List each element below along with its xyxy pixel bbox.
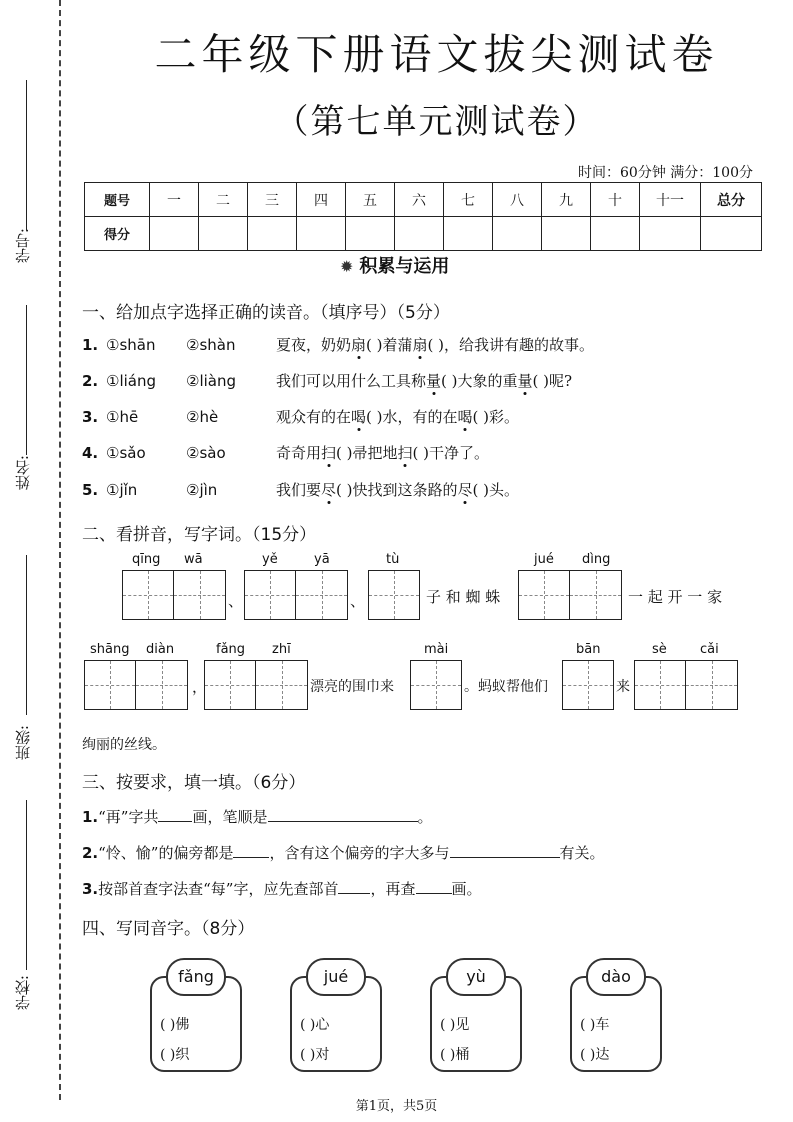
- punct: 、: [228, 592, 244, 610]
- q1-title: 一、给加点字选择正确的读音。（填序号）（5分）: [82, 303, 450, 323]
- q2-text: 子 和 蜘 蛛: [426, 588, 501, 606]
- score-table-header-row: [85, 183, 762, 217]
- q2-text: 一 起 开 一 家: [628, 588, 723, 606]
- q1-option-2: ②hè: [186, 408, 219, 426]
- score-cell[interactable]: [395, 217, 444, 251]
- writing-grid-yeya[interactable]: [244, 570, 348, 620]
- score-col: 二: [199, 183, 248, 217]
- homophone-word: 见: [455, 1017, 470, 1033]
- q3-item-num: 3.: [82, 880, 99, 898]
- binding-rule-2: [26, 305, 27, 455]
- q1-text: 观众有的在: [276, 408, 352, 426]
- homophone-pinyin: dào: [586, 958, 646, 996]
- q3-text: 画。: [451, 880, 482, 898]
- student-id-label: 学号:: [14, 228, 32, 264]
- paren-blank[interactable]: ( ): [440, 1047, 456, 1063]
- writing-grid-tu[interactable]: [368, 570, 420, 620]
- homophone-line[interactable]: [580, 1044, 609, 1064]
- homophone-pinyin: fǎng: [166, 958, 226, 996]
- score-col: 七: [444, 183, 493, 217]
- q3-item-num: 1.: [82, 808, 99, 826]
- score-cell[interactable]: [640, 217, 701, 251]
- q1-sentence: [276, 333, 594, 357]
- pinyin: qīng: [132, 552, 161, 567]
- homophone-word: 佛: [175, 1017, 190, 1033]
- score-cell[interactable]: [493, 217, 542, 251]
- q1-item: [82, 333, 595, 357]
- writing-grid-ban[interactable]: [562, 660, 614, 710]
- page-footer: 第1页，共5页: [355, 1099, 438, 1114]
- q1-dotted-char: 喝: [351, 408, 367, 426]
- pinyin: dìng: [582, 552, 611, 567]
- score-cell[interactable]: [346, 217, 395, 251]
- paren-blank[interactable]: ( ): [580, 1017, 596, 1033]
- student-name-label: 姓名:: [14, 455, 32, 491]
- q1-option-1: ①liáng: [106, 372, 157, 390]
- paren-blank[interactable]: ( ): [160, 1047, 176, 1063]
- q1-text: 夏夜，奶奶: [276, 336, 352, 354]
- homophone-word: 对: [315, 1047, 330, 1063]
- score-col-total: 总分: [701, 183, 762, 217]
- q1-dotted-char: 扇: [351, 336, 367, 354]
- q1-option-1: ①hē: [106, 408, 139, 426]
- q1-option-1: ①shān: [106, 336, 156, 354]
- binding-dashed-line: [59, 0, 61, 1100]
- pinyin: fǎng: [216, 642, 246, 657]
- q1-dotted-char: 扫: [397, 444, 413, 462]
- q1-blank-text[interactable]: ( )干净了。: [412, 444, 490, 462]
- answer-blank[interactable]: [233, 857, 269, 858]
- paren-blank[interactable]: ( ): [160, 1017, 176, 1033]
- score-col: 四: [297, 183, 346, 217]
- q1-option-1: ①jǐn: [106, 481, 138, 499]
- q1-item-num: 2.: [82, 372, 99, 390]
- answer-blank[interactable]: [158, 821, 192, 822]
- answer-blank[interactable]: [416, 893, 452, 894]
- q3-title: 三、按要求，填一填。（6分）: [82, 773, 306, 793]
- answer-blank[interactable]: [338, 893, 370, 894]
- homophone-line[interactable]: [160, 1044, 189, 1064]
- score-cell[interactable]: [444, 217, 493, 251]
- q1-blank-text[interactable]: ( )头。: [472, 481, 520, 499]
- q1-text: 我们可以用什么工具称: [276, 372, 427, 390]
- writing-grid-qingwa[interactable]: [122, 570, 226, 620]
- q1-blank-text[interactable]: ( )，给我讲有趣的故事。: [427, 336, 595, 354]
- homophone-box: [290, 967, 382, 1072]
- homophone-line[interactable]: [440, 1044, 469, 1064]
- score-table-row-label: 题号: [85, 183, 150, 217]
- score-cell[interactable]: [199, 217, 248, 251]
- q3-text: ，含有这个偏旁的字大多与: [269, 844, 450, 862]
- q2-title: 二、看拼音，写字词。（15分）: [82, 525, 317, 545]
- score-col: 三: [248, 183, 297, 217]
- homophone-word: 心: [315, 1017, 330, 1033]
- homophone-word: 桶: [455, 1047, 470, 1063]
- q3-item-num: 2.: [82, 844, 99, 862]
- q3-text: ，再查: [370, 880, 416, 898]
- score-cell[interactable]: [297, 217, 346, 251]
- homophone-word: 达: [595, 1047, 610, 1063]
- star-icon: ✹: [340, 257, 354, 276]
- pinyin: shāng: [90, 642, 130, 657]
- q1-option-1: ①sǎo: [106, 444, 146, 462]
- score-table: [84, 182, 762, 251]
- paren-blank[interactable]: ( ): [580, 1047, 596, 1063]
- q1-text: 奇奇用: [276, 444, 322, 462]
- q3-item: [82, 877, 482, 901]
- q4-title: 四、写同音字。（8分）: [82, 919, 255, 939]
- q1-dotted-char: 尽: [321, 481, 337, 499]
- page-subtitle: （第七单元测试卷）: [274, 102, 599, 142]
- q1-dotted-char: 喝: [457, 408, 473, 426]
- writing-grid-mai[interactable]: [410, 660, 462, 710]
- homophone-line[interactable]: [580, 1014, 609, 1034]
- score-cell[interactable]: [248, 217, 297, 251]
- pinyin: yā: [314, 552, 330, 567]
- writing-grid-fangzhi[interactable]: [204, 660, 308, 710]
- writing-grid-shangdian[interactable]: [84, 660, 188, 710]
- answer-blank[interactable]: [268, 821, 418, 822]
- q2-text: 。蚂蚁帮他们: [464, 679, 548, 695]
- homophone-box: [570, 967, 662, 1072]
- pinyin: sè: [652, 642, 667, 657]
- q1-blank-text[interactable]: ( )着蒲: [366, 336, 413, 354]
- q1-item-num: 4.: [82, 444, 99, 462]
- q1-dotted-char: 量: [426, 372, 442, 390]
- pinyin: yě: [262, 552, 278, 567]
- q3-text: “再”字共: [98, 808, 159, 826]
- score-col: 九: [542, 183, 591, 217]
- q1-dotted-char: 扇: [412, 336, 428, 354]
- q1-blank-text[interactable]: ( )呢?: [532, 372, 573, 390]
- q1-item: [82, 478, 520, 502]
- punct: ，: [192, 678, 208, 696]
- score-table-row-label: 得分: [85, 217, 150, 251]
- q2-text: 来: [616, 679, 630, 695]
- q1-blank-text[interactable]: ( )大象的重: [441, 372, 518, 390]
- q1-sentence: [276, 478, 519, 502]
- writing-grid-secai[interactable]: [634, 660, 738, 710]
- q1-item: [82, 405, 520, 429]
- q1-option-2: ②liàng: [186, 372, 237, 390]
- pinyin: bān: [576, 642, 601, 657]
- q1-blank-text[interactable]: ( )快找到这条路的: [336, 481, 458, 499]
- q1-dotted-char: 量: [517, 372, 533, 390]
- q1-text: 我们要: [276, 481, 322, 499]
- q1-item-num: 5.: [82, 481, 99, 499]
- score-col: 八: [493, 183, 542, 217]
- paren-blank[interactable]: ( ): [300, 1017, 316, 1033]
- paren-blank[interactable]: ( ): [300, 1047, 316, 1063]
- punct: 、: [350, 592, 366, 610]
- homophone-line[interactable]: [300, 1014, 329, 1034]
- score-cell[interactable]: [542, 217, 591, 251]
- writing-grid-jueding[interactable]: [518, 570, 622, 620]
- homophone-line[interactable]: [300, 1044, 329, 1064]
- score-col: 一: [150, 183, 199, 217]
- section-heading: [340, 252, 449, 278]
- q1-item: [82, 441, 490, 465]
- q3-item: [82, 841, 605, 865]
- q1-sentence: [276, 369, 572, 393]
- q1-blank-text[interactable]: ( )彩。: [472, 408, 520, 426]
- q2-text: 绚丽的丝线。: [82, 737, 166, 753]
- pinyin: jué: [534, 552, 554, 567]
- q1-sentence: [276, 441, 489, 465]
- q1-dotted-char: 尽: [457, 481, 473, 499]
- q1-item-num: 3.: [82, 408, 99, 426]
- score-col: 十: [591, 183, 640, 217]
- q1-option-2: ②jìn: [186, 481, 218, 499]
- homophone-pinyin: jué: [306, 958, 366, 996]
- pinyin: diàn: [146, 642, 175, 657]
- page-title: 二年级下册语文拔尖测试卷: [154, 30, 719, 79]
- homophone-box: [150, 967, 242, 1072]
- section-heading-text: 积累与运用: [359, 256, 450, 277]
- q1-item: [82, 369, 573, 393]
- score-col: 六: [395, 183, 444, 217]
- homophone-line[interactable]: [440, 1014, 469, 1034]
- pinyin: mài: [424, 642, 449, 657]
- exam-meta: 时间：60分钟 满分：100分: [578, 165, 753, 181]
- score-col: 十一: [640, 183, 701, 217]
- homophone-box: [430, 967, 522, 1072]
- q2-text: 漂亮的围巾来: [310, 679, 394, 695]
- pinyin: zhī: [272, 642, 291, 657]
- score-cell[interactable]: [701, 217, 762, 251]
- homophone-word: 车: [595, 1017, 610, 1033]
- pinyin: cǎi: [700, 642, 719, 657]
- q1-blank-text[interactable]: ( )水，有的在: [366, 408, 458, 426]
- q3-item: [82, 805, 433, 829]
- homophone-pinyin: yù: [446, 958, 506, 996]
- homophone-word: 织: [175, 1047, 190, 1063]
- pinyin: wā: [184, 552, 203, 567]
- binding-rule-3: [26, 555, 27, 715]
- q3-text: 有关。: [559, 844, 605, 862]
- binding-rule-4: [26, 800, 27, 970]
- answer-blank[interactable]: [450, 857, 560, 858]
- q1-option-2: ②sào: [186, 444, 226, 462]
- homophone-line[interactable]: [160, 1014, 189, 1034]
- pinyin: tù: [386, 552, 400, 567]
- score-cell[interactable]: [591, 217, 640, 251]
- score-col: 五: [346, 183, 395, 217]
- class-label: 班级:: [14, 725, 32, 761]
- score-table-score-row: [85, 217, 762, 251]
- q1-dotted-char: 扫: [321, 444, 337, 462]
- q1-blank-text[interactable]: ( )帚把地: [336, 444, 398, 462]
- paren-blank[interactable]: ( ): [440, 1017, 456, 1033]
- score-cell[interactable]: [150, 217, 199, 251]
- school-label: 学校:: [14, 975, 32, 1011]
- q1-sentence: [276, 405, 519, 429]
- q3-text: 画，笔顺是: [192, 808, 268, 826]
- q3-text: “怜、愉”的偏旁都是: [98, 844, 234, 862]
- binding-rule-1: [26, 80, 27, 230]
- q3-text: 。: [417, 808, 433, 826]
- q1-item-num: 1.: [82, 336, 99, 354]
- q1-option-2: ②shàn: [186, 336, 236, 354]
- q3-text: 按部首查字法查“每”字，应先查部首: [98, 880, 339, 898]
